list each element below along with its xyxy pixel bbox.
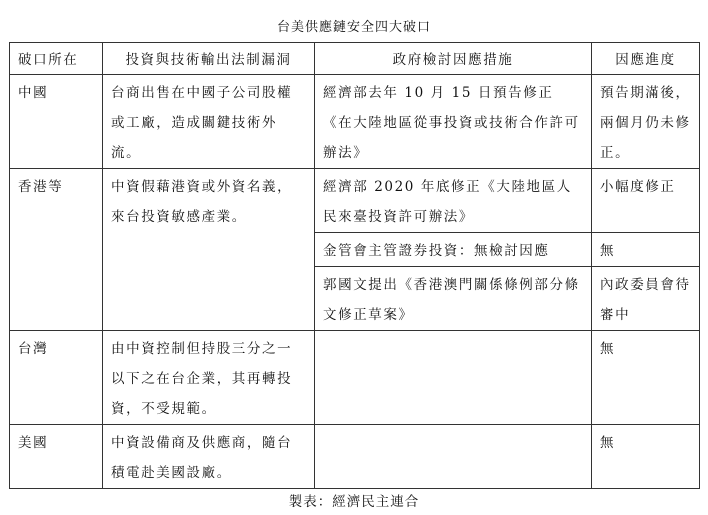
header-measures: 政府檢討因應措施 — [315, 43, 592, 75]
header-progress: 因應進度 — [592, 43, 700, 75]
header-loophole: 投資與技術輸出法制漏洞 — [103, 43, 315, 75]
cell-progress: 無 — [592, 233, 700, 267]
header-location: 破口所在 — [10, 43, 103, 75]
cell-measure: 經濟部去年 10 月 15 日預告修正《在大陸地區從事投資或技術合作許可辦法》 — [315, 75, 592, 169]
table-row — [10, 169, 700, 233]
cell-location: 美國 — [10, 425, 103, 489]
cell-progress: 小幅度修正 — [592, 169, 700, 233]
cell-measure — [315, 331, 592, 425]
cell-progress: 預告期滿後，兩個月仍未修正。 — [592, 75, 700, 169]
table-row — [10, 331, 700, 425]
cell-measure — [315, 425, 592, 489]
cell-loophole: 中資假藉港資或外資名義，來台投資敏感產業。 — [103, 169, 315, 331]
cell-loophole: 中資設備商及供應商，隨台積電赴美國設廠。 — [103, 425, 315, 489]
cell-measure: 經濟部 2020 年底修正《大陸地區人民來臺投資許可辦法》 — [315, 169, 592, 233]
cell-location: 中國 — [10, 75, 103, 169]
header-row — [10, 43, 700, 75]
cell-loophole: 由中資控制但持股三分之一以下之在台企業，其再轉投資，不受規範。 — [103, 331, 315, 425]
cell-loophole: 台商出售在中國子公司股權或工廠，造成關鍵技術外流。 — [103, 75, 315, 169]
cell-measure: 郭國文提出《香港澳門關係條例部分條文修正草案》 — [315, 267, 592, 331]
table-row — [10, 425, 700, 489]
cell-progress: 無 — [592, 331, 700, 425]
cell-location: 香港等 — [10, 169, 103, 331]
table-row — [10, 75, 700, 169]
cell-progress: 無 — [592, 425, 700, 489]
cell-location: 台灣 — [10, 331, 103, 425]
table-source-credit: 製表：經濟民主連合 — [288, 494, 420, 510]
cell-progress: 內政委員會待審中 — [592, 267, 700, 331]
cell-measure: 金管會主管證券投資：無檢討因應 — [315, 233, 592, 267]
loopholes-table — [9, 42, 700, 489]
table-title: 台美供應鏈安全四大破口 — [276, 20, 431, 35]
